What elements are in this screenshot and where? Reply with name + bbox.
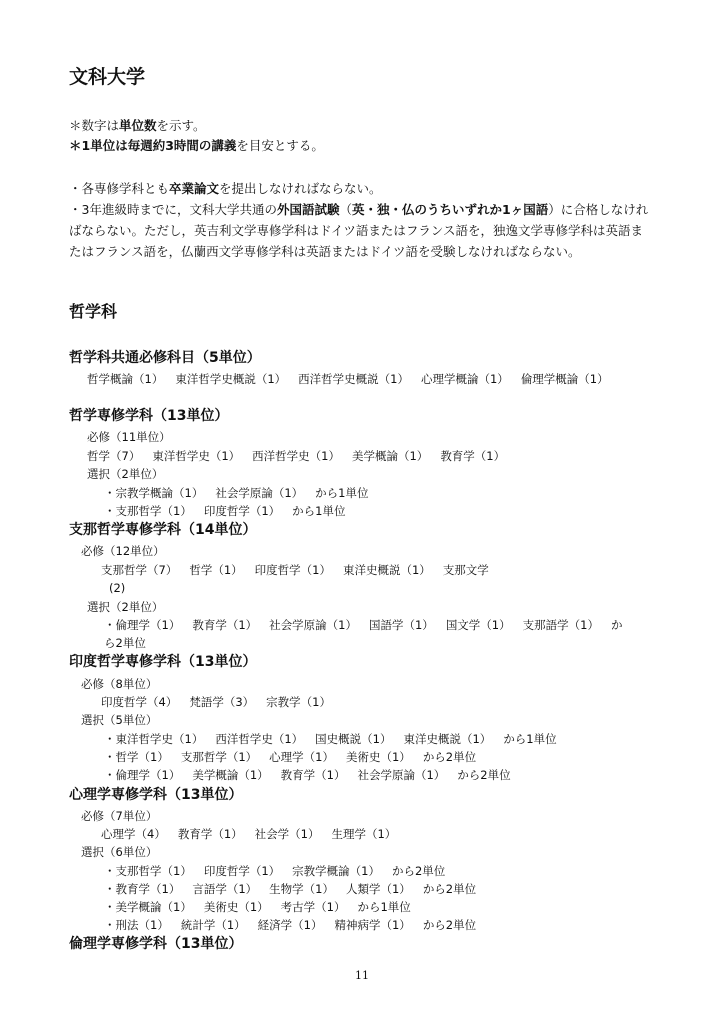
course: 統計学（1） — [180, 918, 246, 932]
course: 倫理学概論（1） — [520, 372, 609, 386]
elective-label: 選択（5単位） — [81, 713, 158, 727]
unit-rule: から1単位 — [315, 486, 369, 500]
course: 支那語学（1） — [522, 618, 599, 632]
chinese-philosophy-major-heading: 支那哲学専修学科（14単位） — [69, 522, 257, 538]
note-text: ＊数字は — [69, 118, 120, 133]
course: ・哲学（1） — [104, 750, 169, 764]
course: 東洋史概説（1） — [403, 732, 492, 746]
course-row-continued: (2) — [109, 581, 126, 595]
course: 印度哲学（1） — [254, 563, 331, 577]
course: 教育学（1） — [192, 618, 258, 632]
course: 生理学（1） — [331, 827, 397, 841]
course: 宗教学（1） — [266, 695, 331, 709]
course: 教育学（1） — [177, 827, 243, 841]
unit-rule: から1単位 — [503, 732, 557, 746]
course: 言語学（1） — [192, 882, 258, 896]
elective-group — [104, 484, 368, 502]
note-emphasis: 単位数 — [119, 118, 157, 133]
unit-rule: から2単位 — [391, 864, 446, 878]
course-row — [87, 447, 505, 465]
course: 精神病学（1） — [334, 918, 411, 932]
elective-label: 選択（2単位） — [87, 600, 164, 614]
elective-group — [104, 862, 445, 880]
language-exam-requirement — [69, 199, 654, 262]
elective-group — [104, 766, 511, 784]
philosophy-major-heading: 哲学専修学科（13単位） — [69, 408, 229, 424]
elective-label: 選択（2単位） — [87, 467, 164, 481]
department-heading: 哲学科 — [69, 302, 118, 321]
elective-group — [104, 898, 411, 916]
course-row — [101, 561, 489, 579]
page-number: 11 — [355, 969, 369, 982]
course: ・刑法（1） — [104, 918, 169, 932]
course: 美術史（1） — [203, 900, 269, 914]
elective-group — [104, 730, 557, 748]
course: 人類学（1） — [345, 882, 411, 896]
note-text: を目安とする。 — [236, 138, 324, 153]
course: 社会学原論（1） — [269, 618, 357, 632]
para-text: ）に合格しなければならない。ただし，英吉利文学専修学科はドイツ語またはフランス語を，独逸文学専修学科は英語またはフランス語を，仏蘭西文学専修学科は英語またはドイツ語を受験しなければならない。 — [69, 202, 649, 259]
para-emphasis: 英・独・仏のうちいずれか1ヶ国語 — [352, 202, 549, 217]
course: 社会学（1） — [254, 827, 320, 841]
course: 支那文学 — [442, 563, 489, 577]
course: 東洋哲学史（1） — [152, 449, 241, 463]
course: 西洋哲学史概説（1） — [298, 372, 409, 386]
course: ・美学概論（1） — [104, 900, 192, 914]
unit-rule: から2単位 — [457, 768, 511, 782]
course: 支那哲学（1） — [180, 750, 258, 764]
course: 国文学（1） — [445, 618, 511, 632]
course: 印度哲学（4） — [101, 695, 178, 709]
common-course-row — [87, 370, 609, 388]
elective-label: 選択（6単位） — [81, 845, 158, 859]
course: 国史概説（1） — [315, 732, 392, 746]
course: 宗教学概論（1） — [292, 864, 380, 878]
course: 心理学（4） — [101, 827, 166, 841]
course: 印度哲学（1） — [203, 504, 281, 518]
course: 東洋哲学史概説（1） — [175, 372, 287, 386]
course: 哲学（7） — [87, 449, 141, 463]
course: ・教育学（1） — [104, 882, 181, 896]
note-unit-count — [69, 116, 206, 135]
course: 生物学（1） — [269, 882, 334, 896]
unit-rule: か — [610, 618, 623, 632]
course: 心理学（1） — [269, 750, 334, 764]
unit-rule: から2単位 — [422, 918, 477, 932]
psychology-major-heading: 心理学専修学科（13単位） — [69, 787, 243, 803]
para-text: を提出しなければならない。 — [219, 181, 382, 196]
required-label: 必修（7単位） — [81, 809, 158, 823]
course: 東洋史概説（1） — [342, 563, 431, 577]
unit-rule: から2単位 — [422, 882, 477, 896]
elective-group — [104, 502, 345, 520]
page-title: 文科大学 — [69, 66, 146, 88]
course: 梵語学（3） — [189, 695, 255, 709]
course: ・東洋哲学史（1） — [104, 732, 204, 746]
common-required-heading: 哲学科共通必修科目（5単位） — [69, 350, 261, 366]
unit-rule: から1単位 — [357, 900, 411, 914]
course: 西洋哲学史（1） — [252, 449, 340, 463]
course: ・支那哲学（1） — [104, 504, 192, 518]
para-text: ・3年進級時までに，文科大学共通の — [69, 202, 277, 217]
course-row — [101, 825, 396, 843]
course: 心理学概論（1） — [420, 372, 509, 386]
course: 支那哲学（7） — [101, 563, 178, 577]
unit-rule: から2単位 — [422, 750, 477, 764]
note-unit-definition — [69, 136, 324, 155]
required-label: 必修（11単位） — [87, 430, 171, 444]
course: 経済学（1） — [257, 918, 323, 932]
indian-philosophy-major-heading: 印度哲学専修学科（13単位） — [69, 654, 257, 670]
course: 社会学原論（1） — [357, 768, 446, 782]
note-emphasis: ＊1単位は毎週約3時間の講義 — [69, 138, 237, 153]
course: ・宗教学概論（1） — [104, 486, 204, 500]
required-label: 必修（8単位） — [81, 677, 158, 691]
note-text: を示す。 — [156, 118, 206, 133]
thesis-requirement — [69, 178, 654, 199]
course: 教育学（1） — [440, 449, 506, 463]
course: ・支那哲学（1） — [104, 864, 192, 878]
unit-rule: から1単位 — [292, 504, 346, 518]
elective-group — [104, 916, 476, 934]
course: 哲学（1） — [189, 563, 243, 577]
elective-group — [104, 880, 476, 898]
course: ・倫理学（1） — [104, 768, 181, 782]
course: 考古学（1） — [280, 900, 346, 914]
course: 哲学概論（1） — [87, 372, 164, 386]
ethics-major-heading: 倫理学専修学科（13単位） — [69, 936, 243, 952]
required-label: 必修（12単位） — [81, 544, 165, 558]
course: 美術史（1） — [345, 750, 411, 764]
course: 美学概論（1） — [351, 449, 429, 463]
course: 国語学（1） — [368, 618, 434, 632]
para-text: ・各専修学科とも — [69, 181, 170, 196]
course: 印度哲学（1） — [203, 864, 281, 878]
elective-group — [104, 616, 622, 634]
elective-group-continued: ら2単位 — [104, 636, 146, 650]
course: 美学概論（1） — [192, 768, 269, 782]
course: ・倫理学（1） — [104, 618, 181, 632]
course: 西洋哲学史（1） — [215, 732, 304, 746]
elective-group — [104, 748, 476, 766]
para-text: （ — [339, 202, 352, 217]
para-emphasis: 卒業論文 — [169, 181, 220, 196]
course-row — [101, 693, 331, 711]
para-emphasis: 外国語試験 — [276, 202, 340, 217]
course: 教育学（1） — [280, 768, 346, 782]
course: 社会学原論（1） — [215, 486, 304, 500]
